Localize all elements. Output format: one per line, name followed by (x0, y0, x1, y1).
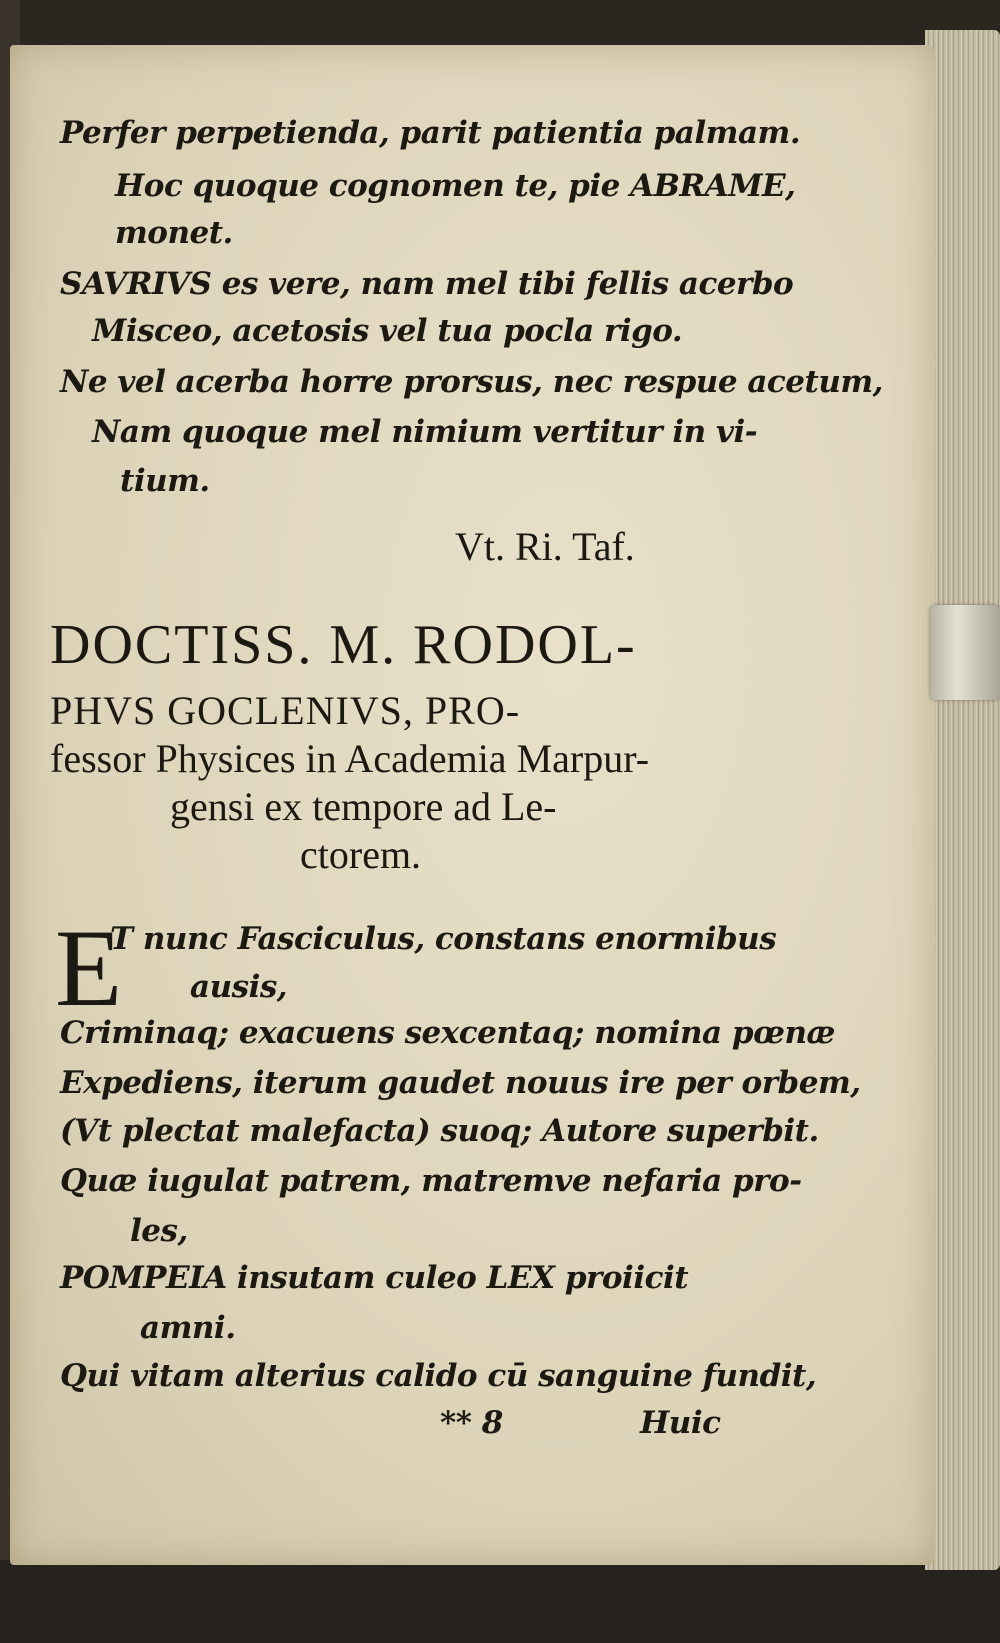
verse2-line-6: Quæ iugulat patrem, matremve nefaria pro- (60, 1163, 802, 1199)
drop-capital: E (55, 907, 123, 1029)
backdrop-bottom (0, 1560, 1000, 1643)
verse1-signature: Vt. Ri. Taf. (455, 524, 635, 569)
catchword: Huic (640, 1405, 721, 1441)
verse2-line-1: T nunc Fasciculus, constans enormibus (110, 921, 777, 957)
verse1-line-3: monet. (115, 215, 233, 251)
verse1-line-2: Hoc quoque cognomen te, pie ABRAME, (115, 168, 796, 204)
verse1-line-1: Perfer perpetienda, parit patientia palmam. (60, 115, 801, 151)
signature-mark: ** 8 (440, 1405, 503, 1441)
heading-line-1: DOCTISS. M. RODOL- (50, 614, 637, 676)
verse2-line-3: Criminaq; exacuens sexcentaq; nomina pœnæ (60, 1015, 835, 1051)
book-page (10, 45, 935, 1565)
verse1-line-4: SAVRIVS es vere, nam mel tibi fellis acerbo (60, 266, 794, 302)
heading-line-4: gensi ex tempore ad Le- (170, 784, 557, 829)
verse2-line-2: ausis, (190, 969, 288, 1005)
heading-line-5: ctorem. (300, 832, 422, 877)
heading-line-3: fessor Physices in Academia Marpur- (50, 736, 650, 781)
verse1-line-5: Misceo, acetosis vel tua pocla rigo. (92, 313, 683, 349)
heading-line-2: PHVS GOCLENIVS, PRO- (50, 688, 521, 733)
verse1-line-8: tium. (120, 463, 210, 499)
verse1-line-6: Ne vel acerba horre prorsus, nec respue acetum, (60, 364, 883, 400)
verse2-line-5: (Vt plectat malefacta) suoq; Autore superbit. (60, 1113, 819, 1149)
verse2-line-7: les, (130, 1213, 188, 1249)
page-clip (930, 605, 1000, 700)
page-edges (925, 30, 1000, 1570)
verse1-line-7: Nam quoque mel nimium vertitur in vi- (92, 414, 758, 450)
verse2-line-9: amni. (140, 1310, 236, 1346)
verse2-line-8: POMPEIA insutam culeo LEX proiicit (60, 1260, 689, 1296)
verse2-line-10: Qui vitam alterius calido cū sanguine fundit, (60, 1358, 817, 1394)
verse2-line-4: Expediens, iterum gaudet nouus ire per orbem, (60, 1065, 861, 1101)
